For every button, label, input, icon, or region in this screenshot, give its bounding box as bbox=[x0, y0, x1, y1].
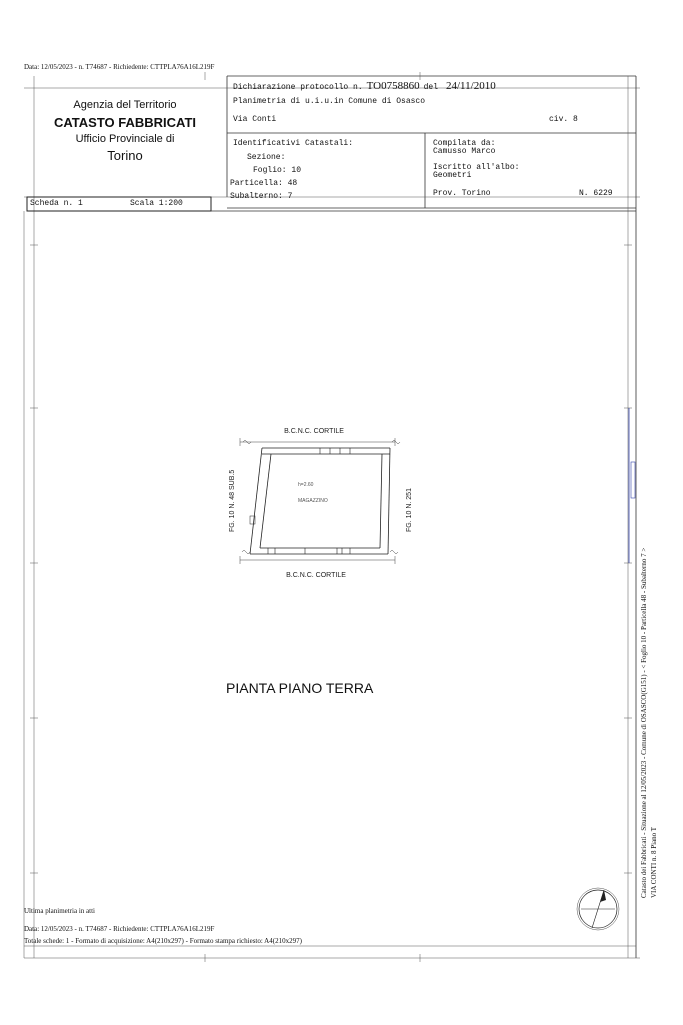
sezione-label: Sezione: bbox=[247, 153, 286, 162]
scale-label: Scala 1:200 bbox=[130, 199, 183, 208]
declaration-prefix: Dichiarazione protocollo n. bbox=[233, 83, 363, 92]
side-situation-line: Catasto dei Fabbricati - Situazione al 12/05/2023 - Comune di OSASCO(G151) - < Foglio 10 - Particella 48 - Subalterno 7 > bbox=[640, 547, 648, 898]
north-arrow-icon bbox=[573, 884, 623, 934]
footer-ultima-planimetria: Ultima planimetria in atti bbox=[24, 907, 95, 915]
declaration-row bbox=[233, 76, 496, 94]
plan-room-label: MAGAZZINO bbox=[298, 498, 328, 504]
address-street: Via Conti bbox=[233, 115, 277, 124]
iscritto-label: Iscritto all'albo: bbox=[433, 163, 520, 172]
declaration-date: 24/11/2010 bbox=[446, 80, 496, 92]
protocol-number: TO0758860 bbox=[366, 80, 420, 92]
plan-top-label: B.C.N.C. CORTILE bbox=[284, 428, 344, 435]
catasto-fabbricati-title: CATASTO FABBRICATI bbox=[53, 115, 197, 130]
floor-plan bbox=[230, 420, 420, 585]
plan-height-label: h=2.60 bbox=[298, 482, 314, 488]
ufficio-city: Torino bbox=[107, 148, 143, 163]
side-address-line: VIA CONTI n. 8 Piano T bbox=[650, 826, 658, 898]
header-request-line: Data: 12/05/2023 - n. T74687 - Richiedente: CTTPLA76A16L219F bbox=[24, 63, 215, 71]
footer-totale-schede: Totale schede: 1 - Formato di acquisizione: A4(210x297) - Formato stampa richiesto: A4(210x297) bbox=[24, 937, 302, 945]
plan-left-label: FG. 10 N. 48 SUB.5 bbox=[229, 469, 236, 532]
foglio-label: Foglio: 10 bbox=[253, 166, 302, 175]
plan-right-label: FG. 10 N. 251 bbox=[406, 488, 413, 532]
albo-name: Geometri bbox=[433, 171, 472, 180]
floor-title: PIANTA PIANO TERRA bbox=[226, 680, 374, 696]
address-civic: civ. 8 bbox=[549, 115, 578, 124]
plan-bottom-label: B.C.N.C. CORTILE bbox=[286, 572, 346, 579]
albo-number: N. 6229 bbox=[579, 189, 613, 198]
compilata-label: Compilata da: bbox=[433, 139, 496, 148]
footer-request-line: Data: 12/05/2023 - n. T74687 - Richiedente: CTTPLA76A16L219F bbox=[24, 925, 215, 933]
planimetria-line: Planimetria di u.i.u.in Comune di Osasco bbox=[233, 97, 426, 106]
agency-name: Agenzia del Territorio bbox=[73, 99, 177, 111]
compilata-name: Camusso Marco bbox=[433, 147, 496, 156]
provincia-label: Prov. Torino bbox=[433, 189, 491, 198]
subalterno-label: Subalterno: 7 bbox=[230, 192, 293, 201]
identificativi-title: Identificativi Catastali: bbox=[233, 139, 354, 148]
scheda-label: Scheda n. 1 bbox=[30, 199, 83, 208]
ufficio-provinciale: Ufficio Provinciale di bbox=[75, 133, 175, 145]
particella-label: Particella: 48 bbox=[230, 179, 298, 188]
declaration-del: del bbox=[423, 83, 438, 92]
